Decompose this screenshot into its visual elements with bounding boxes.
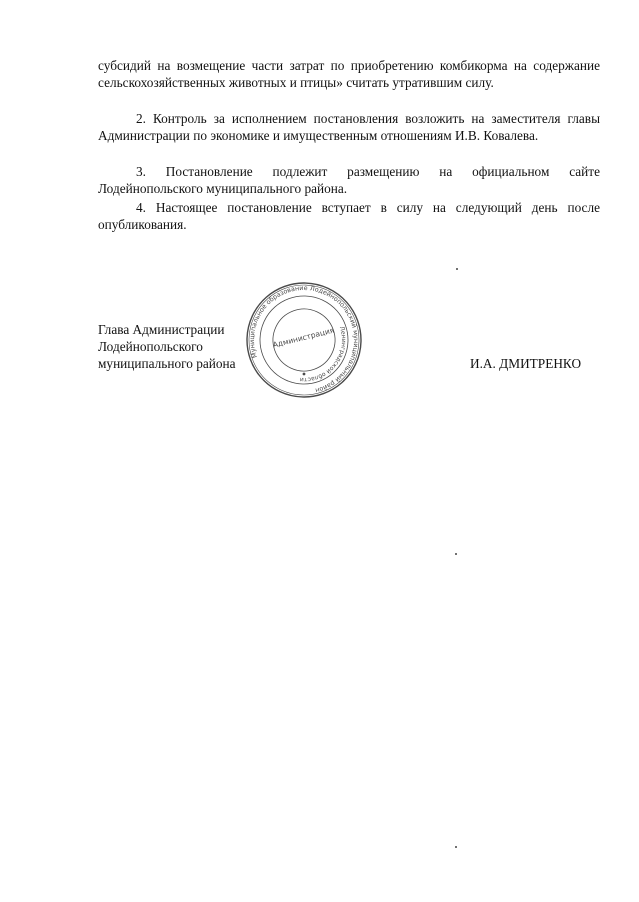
stamp-center-text: Администрация [271,325,336,350]
signer-name: И.А. ДМИТРЕНКО [470,356,582,371]
body-paragraph-4: 4. Настоящее постановление вступает в силу на следующий день после опубликования. [98,200,600,232]
official-stamp-seal [244,280,364,400]
scan-speck [456,268,458,270]
signature-position-line-1: Глава Администрации [98,322,225,337]
body-paragraph-2: 2. Контроль за исполнением постановления возложить на заместителя главы Администрации по экономике и имущественным отношениям И.В. Ковалева. [98,111,600,143]
stamp-inner-text: Ленинградской области [299,325,348,384]
body-paragraph-1: субсидий на возмещение части затрат по приобретению комбикорма на содержание сельскохозяйственных животных и птицы» считать утратившим силу. [98,58,600,90]
signature-position-line-2: Лодейнопольского [98,339,203,354]
scan-speck [455,553,457,555]
stamp-outer-text: Муниципальное образование Лодейнопольский муниципальный район [247,283,361,395]
signature-position-line-3: муниципального района [98,356,236,371]
body-paragraph-3: 3. Постановление подлежит размещению на официальном сайте Лодейнопольского муниципального района. [98,164,600,196]
scan-speck [455,846,457,848]
